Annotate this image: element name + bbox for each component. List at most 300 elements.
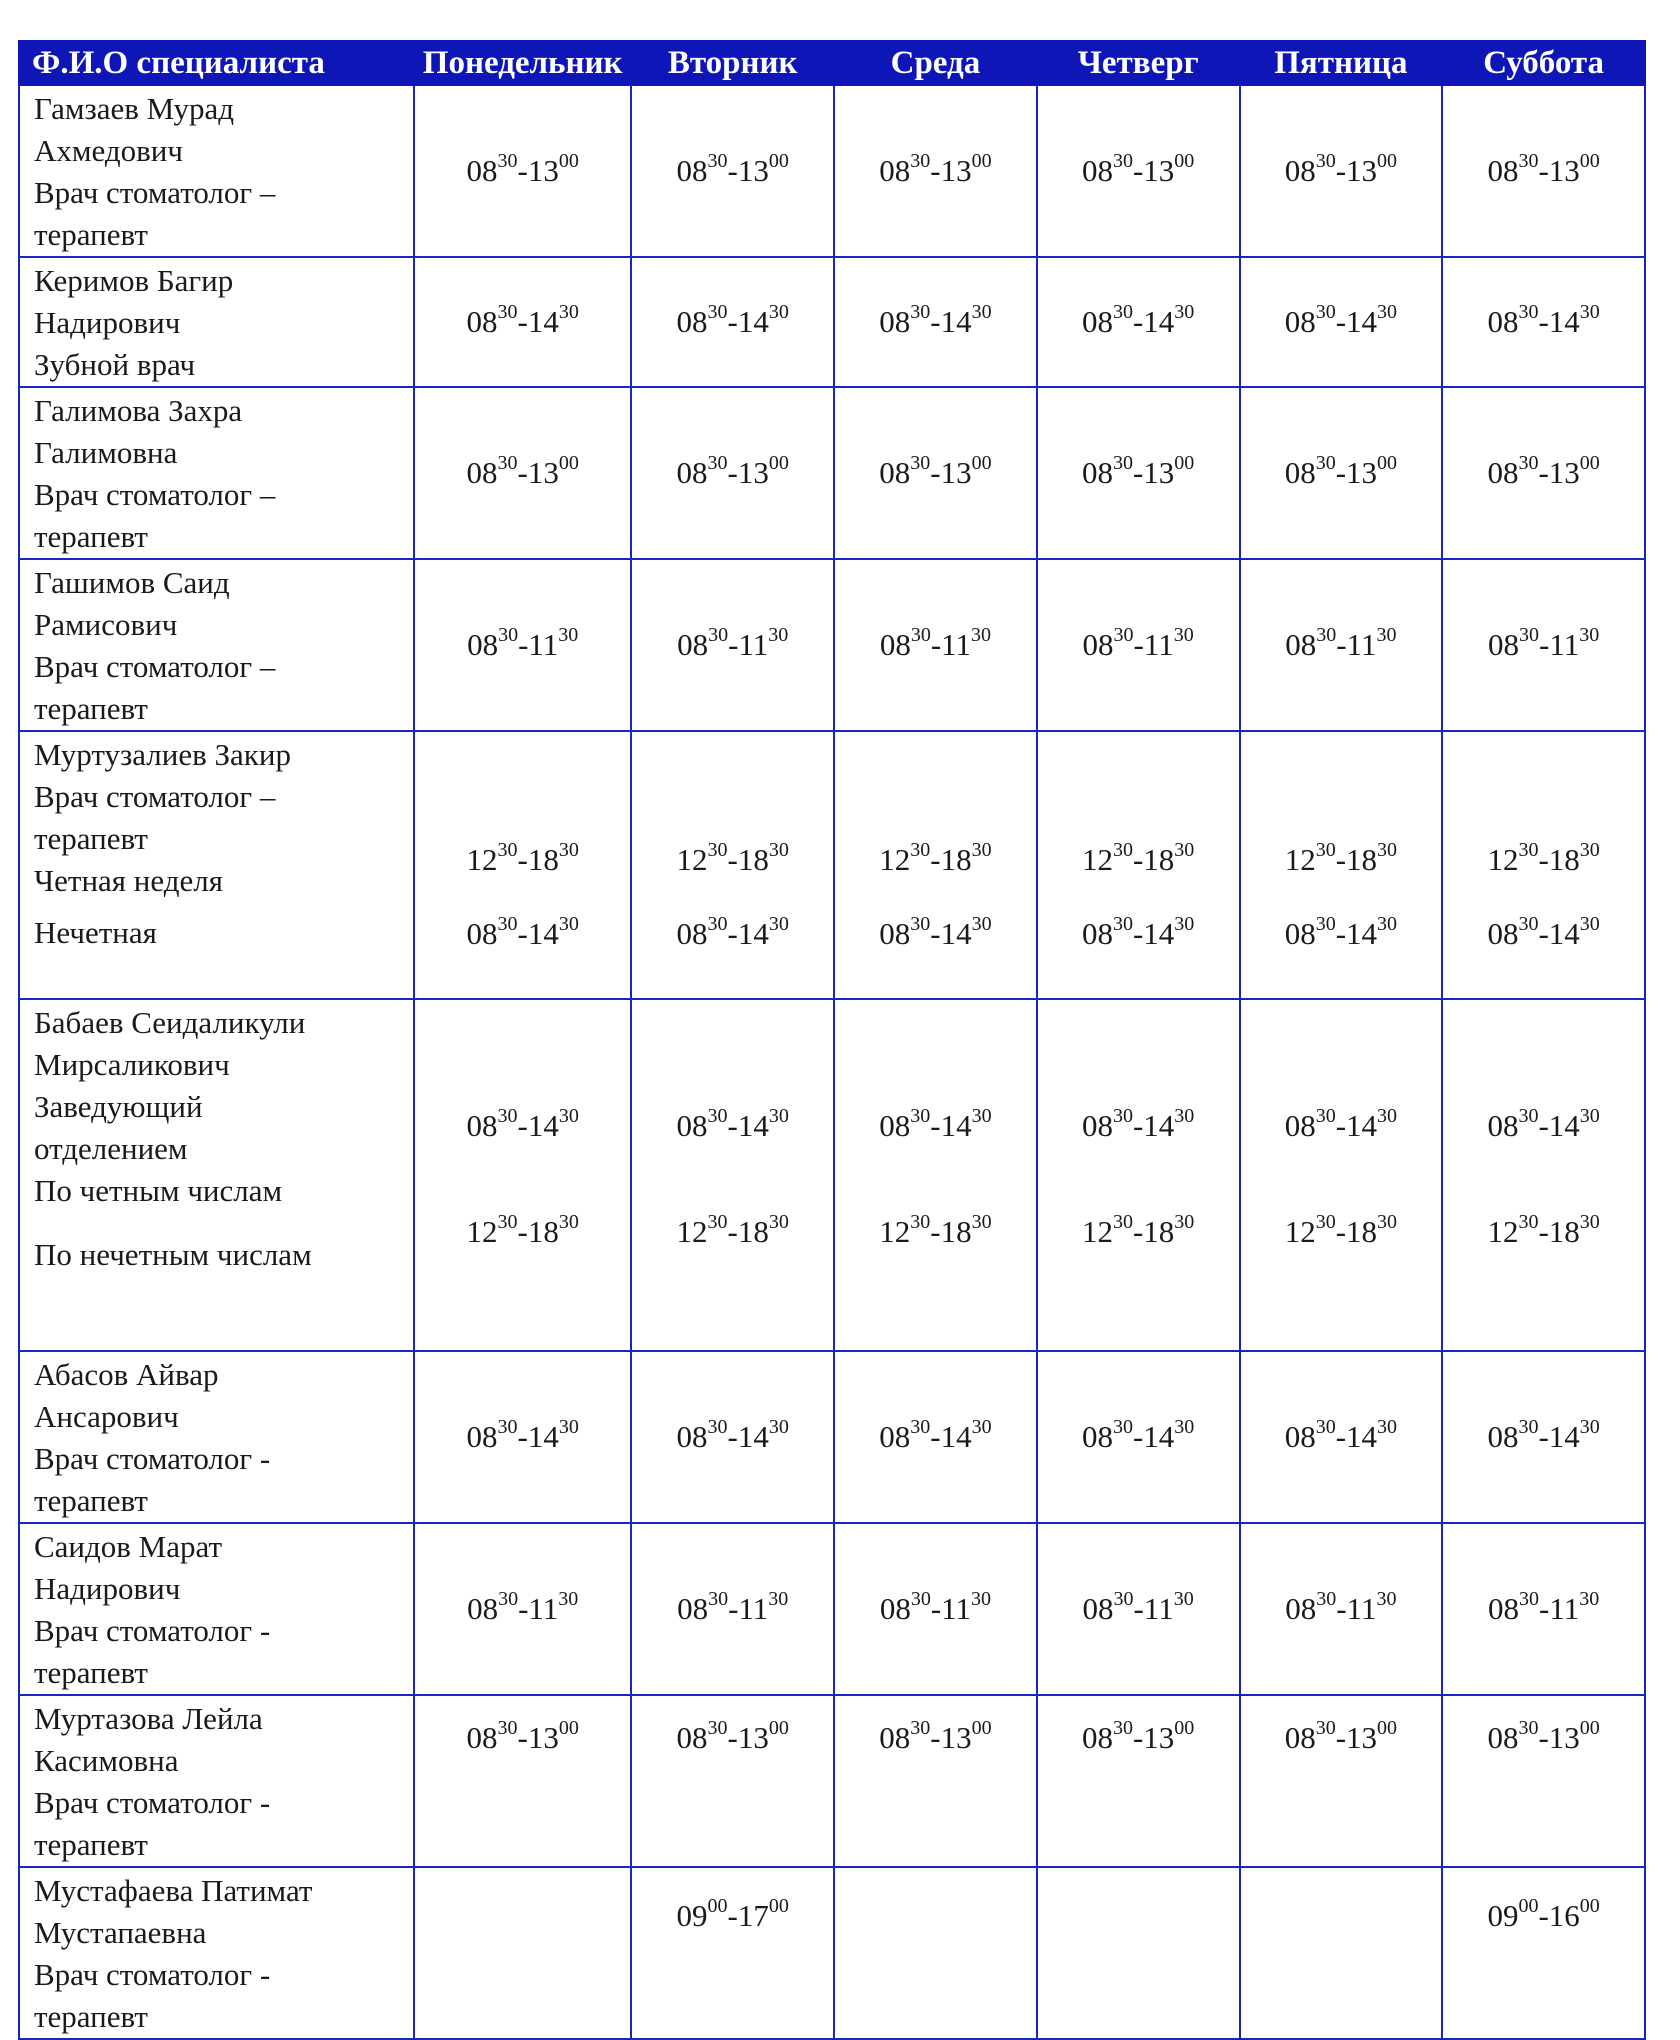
schedule-cell bbox=[414, 559, 631, 731]
end-minute: 00 bbox=[1174, 150, 1195, 172]
end-hour: 18 bbox=[737, 1214, 769, 1249]
end-hour: 11 bbox=[1549, 627, 1580, 662]
table-row bbox=[19, 85, 1645, 257]
start-hour: 08 bbox=[1081, 153, 1113, 188]
time-range bbox=[1443, 912, 1644, 956]
table-row bbox=[19, 999, 1645, 1351]
time-dash: - bbox=[1132, 153, 1144, 188]
start-hour: 12 bbox=[1081, 1214, 1113, 1249]
time-range bbox=[1038, 1210, 1239, 1254]
end-minute: 00 bbox=[971, 150, 992, 172]
time-dash: - bbox=[1539, 1591, 1550, 1626]
start-minute: 30 bbox=[1113, 1588, 1134, 1610]
specialist-cell bbox=[19, 1523, 414, 1695]
start-hour: 08 bbox=[1284, 455, 1316, 490]
end-hour: 14 bbox=[527, 916, 559, 951]
end-minute: 30 bbox=[768, 1416, 789, 1438]
table-row bbox=[19, 1867, 1645, 2039]
time-dash: - bbox=[517, 842, 528, 877]
time-dash: - bbox=[518, 627, 529, 662]
start-minute: 30 bbox=[1315, 1717, 1336, 1739]
start-minute: 30 bbox=[497, 839, 518, 861]
schedule-cell bbox=[631, 1695, 834, 1867]
specialist-line: Надирович bbox=[34, 1571, 181, 1606]
schedule-cell bbox=[631, 257, 834, 387]
time-dash: - bbox=[1538, 1898, 1549, 1933]
time-dash: - bbox=[930, 1108, 941, 1143]
start-hour: 12 bbox=[466, 842, 498, 877]
end-hour: 18 bbox=[1143, 1214, 1175, 1249]
end-minute: 00 bbox=[1579, 1717, 1600, 1739]
time-dash: - bbox=[1335, 1720, 1347, 1755]
specialist-line: терапевт bbox=[34, 1483, 148, 1518]
time-range bbox=[835, 912, 1036, 956]
schedule-table bbox=[18, 40, 1646, 2040]
specialist-line: Мустафаева Патимат bbox=[34, 1873, 313, 1908]
schedule-cell bbox=[1240, 999, 1443, 1351]
time-dash: - bbox=[1132, 1419, 1144, 1454]
end-minute: 30 bbox=[768, 1105, 789, 1127]
header-day-saturday: Суббота bbox=[1442, 41, 1645, 85]
time-range bbox=[835, 451, 1036, 495]
table-row bbox=[19, 731, 1645, 999]
end-hour: 13 bbox=[1346, 1720, 1378, 1755]
end-minute: 00 bbox=[558, 150, 579, 172]
end-hour: 13 bbox=[527, 1720, 559, 1755]
start-minute: 30 bbox=[1112, 1717, 1133, 1739]
time-dash: - bbox=[517, 304, 528, 339]
time-dash: - bbox=[1538, 916, 1549, 951]
start-hour: 12 bbox=[1284, 1214, 1316, 1249]
start-hour: 08 bbox=[1488, 627, 1520, 662]
start-minute: 30 bbox=[497, 301, 518, 323]
time-range bbox=[1241, 451, 1442, 495]
start-minute: 30 bbox=[1518, 301, 1539, 323]
end-hour: 14 bbox=[527, 304, 559, 339]
schedule-cell bbox=[1240, 1351, 1443, 1523]
end-minute: 00 bbox=[1174, 452, 1195, 474]
time-range bbox=[1241, 300, 1442, 344]
start-hour: 08 bbox=[1081, 304, 1113, 339]
schedule-cell bbox=[834, 257, 1037, 387]
time-dash: - bbox=[727, 916, 738, 951]
time-range bbox=[1038, 451, 1239, 495]
time-range bbox=[632, 1716, 833, 1760]
specialist-line: терапевт bbox=[34, 519, 148, 554]
time-range bbox=[1443, 1104, 1644, 1148]
time-dash: - bbox=[930, 842, 941, 877]
end-minute: 00 bbox=[1579, 452, 1600, 474]
specialist-cell bbox=[19, 85, 414, 257]
schedule-cell bbox=[414, 731, 631, 999]
end-minute: 30 bbox=[1376, 1588, 1397, 1610]
end-hour: 14 bbox=[1143, 1419, 1175, 1454]
end-minute: 30 bbox=[558, 301, 579, 323]
time-range bbox=[415, 623, 630, 667]
end-minute: 30 bbox=[1377, 839, 1398, 861]
start-minute: 30 bbox=[1316, 624, 1337, 646]
start-minute: 30 bbox=[497, 1105, 518, 1127]
start-minute: 30 bbox=[707, 1717, 728, 1739]
start-hour: 12 bbox=[1284, 842, 1316, 877]
end-hour: 18 bbox=[940, 1214, 972, 1249]
time-range bbox=[1443, 838, 1644, 882]
start-hour: 08 bbox=[1488, 1591, 1520, 1626]
time-range bbox=[632, 1415, 833, 1459]
end-hour: 11 bbox=[941, 1591, 972, 1626]
start-hour: 08 bbox=[1487, 1419, 1519, 1454]
end-minute: 30 bbox=[971, 1211, 992, 1233]
time-dash: - bbox=[727, 1898, 738, 1933]
start-minute: 30 bbox=[497, 1211, 518, 1233]
end-minute: 30 bbox=[971, 1105, 992, 1127]
start-hour: 12 bbox=[879, 842, 911, 877]
end-hour: 13 bbox=[1143, 455, 1175, 490]
specialist-cell bbox=[19, 559, 414, 731]
time-range bbox=[1443, 1894, 1644, 1938]
specialist-line: Врач стоматолог – bbox=[34, 175, 276, 210]
start-minute: 30 bbox=[1113, 624, 1134, 646]
schedule-cell bbox=[1442, 999, 1645, 1351]
end-hour: 11 bbox=[528, 627, 559, 662]
time-range bbox=[415, 1587, 630, 1631]
start-minute: 00 bbox=[1518, 1895, 1539, 1917]
start-minute: 30 bbox=[1112, 452, 1133, 474]
specialist-cell bbox=[19, 999, 414, 1351]
schedule-cell bbox=[631, 999, 834, 1351]
end-hour: 14 bbox=[1143, 1108, 1175, 1143]
time-range bbox=[1038, 300, 1239, 344]
end-minute: 30 bbox=[971, 624, 992, 646]
end-minute: 00 bbox=[1174, 1717, 1195, 1739]
schedule-cell bbox=[1240, 559, 1443, 731]
start-minute: 30 bbox=[707, 1105, 728, 1127]
end-hour: 14 bbox=[1346, 304, 1378, 339]
time-range bbox=[1443, 623, 1644, 667]
time-range bbox=[1038, 912, 1239, 956]
header-day-monday: Понедельник bbox=[414, 41, 631, 85]
start-hour: 08 bbox=[466, 1720, 498, 1755]
end-hour: 14 bbox=[1548, 304, 1580, 339]
time-dash: - bbox=[1132, 1720, 1144, 1755]
start-minute: 30 bbox=[498, 624, 519, 646]
start-hour: 08 bbox=[1284, 1720, 1316, 1755]
time-dash: - bbox=[1538, 1419, 1549, 1454]
time-range bbox=[835, 623, 1036, 667]
time-dash: - bbox=[930, 1591, 942, 1626]
end-minute: 30 bbox=[1174, 913, 1195, 935]
time-range bbox=[1241, 1587, 1442, 1631]
schedule-cell bbox=[1442, 1695, 1645, 1867]
time-dash: - bbox=[1335, 304, 1347, 339]
schedule-cell bbox=[834, 1695, 1037, 1867]
schedule-cell bbox=[1240, 1523, 1443, 1695]
end-hour: 14 bbox=[527, 1108, 559, 1143]
schedule-cell bbox=[1240, 257, 1443, 387]
time-range bbox=[415, 1104, 630, 1148]
table-row bbox=[19, 257, 1645, 387]
specialist-line: Ансарович bbox=[34, 1399, 179, 1434]
start-minute: 30 bbox=[1112, 1105, 1133, 1127]
start-minute: 30 bbox=[910, 301, 931, 323]
time-dash: - bbox=[1133, 627, 1144, 662]
end-minute: 30 bbox=[1579, 1416, 1600, 1438]
start-hour: 08 bbox=[676, 304, 708, 339]
time-dash: - bbox=[517, 1108, 528, 1143]
start-hour: 08 bbox=[677, 1591, 709, 1626]
schedule-cell bbox=[834, 1351, 1037, 1523]
end-minute: 30 bbox=[971, 301, 992, 323]
start-minute: 30 bbox=[1518, 150, 1539, 172]
start-minute: 30 bbox=[1316, 1588, 1337, 1610]
end-minute: 30 bbox=[1173, 1588, 1194, 1610]
end-hour: 11 bbox=[1143, 627, 1174, 662]
specialist-line: терапевт bbox=[34, 1999, 148, 2034]
schedule-cell bbox=[1442, 1351, 1645, 1523]
table-row bbox=[19, 1351, 1645, 1523]
schedule-cell bbox=[631, 1523, 834, 1695]
start-hour: 08 bbox=[1285, 627, 1317, 662]
specialist-line: Рамисович bbox=[34, 607, 178, 642]
specialist-cell bbox=[19, 1867, 414, 2039]
start-minute: 30 bbox=[1112, 150, 1133, 172]
end-minute: 30 bbox=[1377, 301, 1398, 323]
time-range bbox=[632, 1210, 833, 1254]
start-minute: 30 bbox=[1315, 1105, 1336, 1127]
time-dash: - bbox=[1335, 1108, 1347, 1143]
schedule-cell bbox=[1240, 731, 1443, 999]
end-hour: 14 bbox=[1346, 916, 1378, 951]
schedule-cell bbox=[631, 1351, 834, 1523]
specialist-line: Гамзаев Мурад bbox=[34, 91, 235, 126]
time-dash: - bbox=[1336, 1591, 1347, 1626]
start-minute: 30 bbox=[1519, 1588, 1540, 1610]
start-minute: 30 bbox=[910, 1105, 931, 1127]
specialist-line: терапевт bbox=[34, 1655, 148, 1690]
start-minute: 30 bbox=[1112, 1416, 1133, 1438]
end-minute: 30 bbox=[1579, 301, 1600, 323]
time-range bbox=[632, 149, 833, 193]
schedule-cell bbox=[1240, 1867, 1443, 2039]
end-minute: 30 bbox=[1579, 624, 1600, 646]
time-dash: - bbox=[930, 627, 942, 662]
end-minute: 30 bbox=[971, 839, 992, 861]
end-hour: 13 bbox=[1346, 153, 1378, 188]
start-hour: 08 bbox=[1081, 455, 1113, 490]
end-minute: 00 bbox=[971, 452, 992, 474]
time-dash: - bbox=[727, 1419, 738, 1454]
end-minute: 30 bbox=[971, 913, 992, 935]
specialist-line: Врач стоматолог - bbox=[34, 1957, 271, 1992]
time-dash: - bbox=[1133, 1591, 1144, 1626]
specialist-cell bbox=[19, 257, 414, 387]
schedule-cell bbox=[631, 559, 834, 731]
time-range bbox=[632, 912, 833, 956]
specialist-line: терапевт bbox=[34, 217, 148, 252]
specialist-line: Гашимов Саид bbox=[34, 565, 230, 600]
start-hour: 12 bbox=[676, 1214, 708, 1249]
schedule-cell bbox=[834, 85, 1037, 257]
time-range bbox=[1241, 838, 1442, 882]
specialist-line: отделением bbox=[34, 1131, 188, 1166]
end-hour: 11 bbox=[738, 1591, 769, 1626]
time-range bbox=[632, 1587, 833, 1631]
schedule-cell bbox=[834, 999, 1037, 1351]
time-dash: - bbox=[1132, 842, 1144, 877]
header-day-friday: Пятница bbox=[1240, 41, 1443, 85]
start-hour: 08 bbox=[1284, 153, 1316, 188]
time-dash: - bbox=[1132, 304, 1144, 339]
time-range bbox=[1038, 1104, 1239, 1148]
start-hour: 08 bbox=[879, 455, 911, 490]
time-range bbox=[835, 1587, 1036, 1631]
time-range bbox=[1038, 838, 1239, 882]
schedule-cell bbox=[414, 999, 631, 1351]
start-minute: 30 bbox=[498, 1588, 519, 1610]
schedule-cell bbox=[631, 1867, 834, 2039]
end-minute: 30 bbox=[1174, 1105, 1195, 1127]
time-range bbox=[835, 1104, 1036, 1148]
specialist-line: Врач стоматолог – bbox=[34, 649, 276, 684]
end-hour: 11 bbox=[738, 627, 769, 662]
end-hour: 14 bbox=[737, 1108, 769, 1143]
time-dash: - bbox=[727, 1108, 738, 1143]
specialist-line: терапевт bbox=[34, 691, 148, 726]
start-hour: 08 bbox=[1081, 1108, 1113, 1143]
time-dash: - bbox=[930, 304, 941, 339]
end-hour: 14 bbox=[737, 1419, 769, 1454]
end-hour: 18 bbox=[737, 842, 769, 877]
start-minute: 30 bbox=[497, 1416, 518, 1438]
schedule-cell bbox=[1442, 85, 1645, 257]
start-minute: 30 bbox=[1112, 913, 1133, 935]
time-range bbox=[632, 838, 833, 882]
end-hour: 18 bbox=[1346, 842, 1378, 877]
end-hour: 11 bbox=[1143, 1591, 1174, 1626]
schedule-cell bbox=[414, 1867, 631, 2039]
start-minute: 30 bbox=[1518, 839, 1539, 861]
schedule-cell bbox=[1037, 1695, 1240, 1867]
time-dash: - bbox=[517, 455, 528, 490]
time-range bbox=[632, 300, 833, 344]
end-hour: 13 bbox=[737, 1720, 769, 1755]
time-dash: - bbox=[1132, 455, 1144, 490]
start-hour: 12 bbox=[1487, 842, 1519, 877]
end-hour: 14 bbox=[527, 1419, 559, 1454]
header-day-tuesday: Вторник bbox=[631, 41, 834, 85]
end-hour: 13 bbox=[1143, 1720, 1175, 1755]
time-range bbox=[1443, 1716, 1644, 1760]
schedule-cell bbox=[1442, 731, 1645, 999]
specialist-line: По нечетным числам bbox=[34, 1237, 312, 1272]
specialist-line: Зубной врач bbox=[34, 347, 196, 382]
time-dash: - bbox=[1538, 455, 1549, 490]
end-minute: 30 bbox=[1579, 1105, 1600, 1127]
start-minute: 30 bbox=[497, 150, 518, 172]
time-range bbox=[1241, 149, 1442, 193]
start-hour: 08 bbox=[467, 627, 499, 662]
specialist-line: Нечетная bbox=[34, 915, 157, 950]
time-range bbox=[1241, 1210, 1442, 1254]
end-minute: 30 bbox=[1174, 839, 1195, 861]
end-minute: 30 bbox=[1174, 1416, 1195, 1438]
schedule-cell bbox=[631, 85, 834, 257]
end-hour: 14 bbox=[737, 916, 769, 951]
time-dash: - bbox=[728, 627, 739, 662]
end-minute: 30 bbox=[1377, 1211, 1398, 1233]
time-range bbox=[415, 912, 630, 956]
start-hour: 08 bbox=[1284, 304, 1316, 339]
start-minute: 30 bbox=[910, 913, 931, 935]
time-dash: - bbox=[727, 455, 738, 490]
start-hour: 08 bbox=[879, 1720, 911, 1755]
start-hour: 12 bbox=[466, 1214, 498, 1249]
specialist-line: Саидов Марат bbox=[34, 1529, 223, 1564]
specialist-line: Галимовна bbox=[34, 435, 178, 470]
schedule-cell bbox=[414, 257, 631, 387]
end-minute: 00 bbox=[768, 150, 789, 172]
time-dash: - bbox=[727, 153, 738, 188]
start-minute: 30 bbox=[910, 1717, 931, 1739]
time-range bbox=[1038, 1587, 1239, 1631]
start-minute: 30 bbox=[707, 1416, 728, 1438]
specialist-cell bbox=[19, 731, 414, 999]
time-dash: - bbox=[930, 1214, 941, 1249]
end-minute: 30 bbox=[558, 1105, 579, 1127]
time-dash: - bbox=[727, 1214, 738, 1249]
specialist-line: Врач стоматолог – bbox=[34, 779, 276, 814]
time-range bbox=[415, 451, 630, 495]
start-minute: 30 bbox=[910, 150, 931, 172]
schedule-body bbox=[19, 85, 1645, 2039]
start-hour: 08 bbox=[1487, 153, 1519, 188]
start-hour: 08 bbox=[1081, 1419, 1113, 1454]
end-hour: 11 bbox=[1346, 627, 1377, 662]
end-minute: 30 bbox=[768, 301, 789, 323]
header-row bbox=[19, 41, 1645, 85]
table-row bbox=[19, 1695, 1645, 1867]
start-hour: 08 bbox=[1284, 1108, 1316, 1143]
start-minute: 30 bbox=[1315, 1416, 1336, 1438]
end-hour: 13 bbox=[527, 153, 559, 188]
specialist-line: Мустапаевна bbox=[34, 1915, 207, 1950]
start-hour: 08 bbox=[466, 455, 498, 490]
start-hour: 08 bbox=[1284, 1419, 1316, 1454]
end-hour: 14 bbox=[940, 1108, 972, 1143]
end-minute: 30 bbox=[1173, 624, 1194, 646]
specialist-line: Ахмедович bbox=[34, 133, 183, 168]
time-dash: - bbox=[1335, 842, 1347, 877]
start-hour: 08 bbox=[466, 1419, 498, 1454]
schedule-cell bbox=[1240, 1695, 1443, 1867]
time-dash: - bbox=[727, 842, 738, 877]
time-range bbox=[415, 300, 630, 344]
time-range bbox=[632, 451, 833, 495]
start-hour: 08 bbox=[879, 153, 911, 188]
end-hour: 18 bbox=[1548, 1214, 1580, 1249]
end-hour: 13 bbox=[1346, 455, 1378, 490]
end-minute: 00 bbox=[1377, 150, 1398, 172]
start-hour: 12 bbox=[1081, 842, 1113, 877]
time-dash: - bbox=[1538, 1720, 1549, 1755]
start-minute: 30 bbox=[497, 1717, 518, 1739]
start-hour: 08 bbox=[1081, 1720, 1113, 1755]
end-hour: 16 bbox=[1548, 1898, 1580, 1933]
schedule-cell bbox=[1442, 1523, 1645, 1695]
schedule-cell bbox=[1037, 1351, 1240, 1523]
end-minute: 00 bbox=[558, 452, 579, 474]
end-minute: 30 bbox=[558, 1211, 579, 1233]
